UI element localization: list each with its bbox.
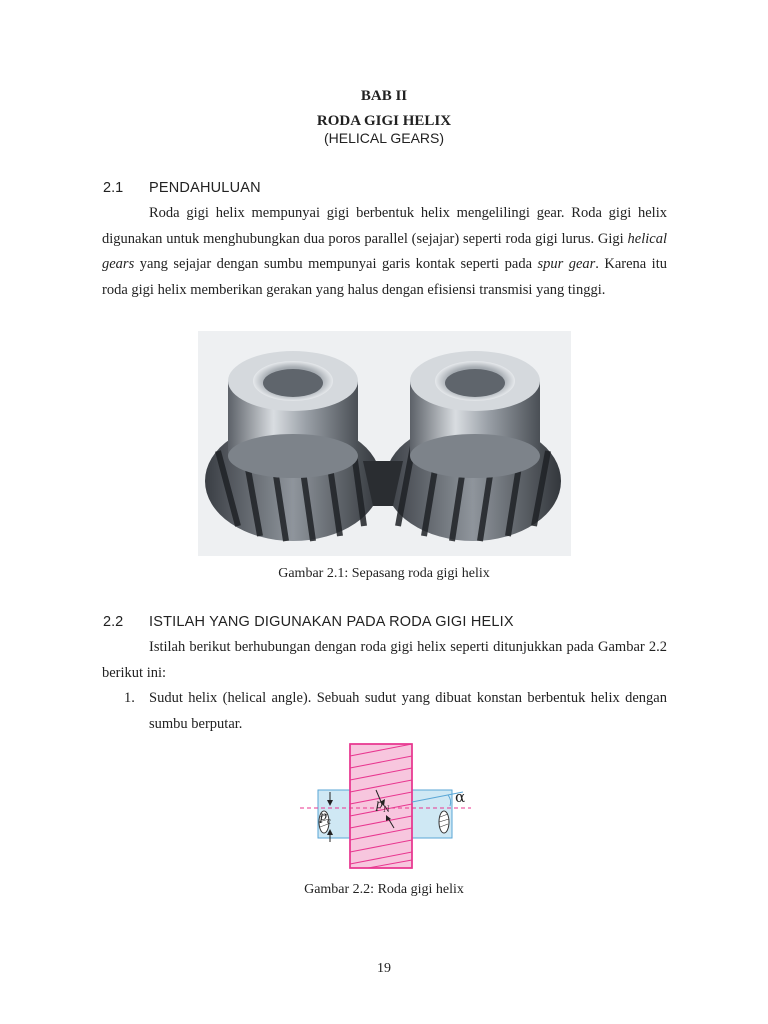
figure-1-caption: Gambar 2.1: Sepasang roda gigi helix [278,566,490,581]
chapter-title: RODA GIGI HELIX [316,113,452,129]
para-text-3: . Karena itu roda gigi helix memberikan gerakan yang halus dengan efisiensi transmisi yang tinggi. [102,256,667,298]
label-pn [376,798,390,816]
label-pc [320,810,331,828]
paragraph-intro [102,201,667,303]
section-title: PENDAHULUAN [149,180,261,196]
section-number: 2.1 [103,180,124,196]
section-number: 2.2 [103,614,124,630]
section-title: ISTILAH YANG DIGUNAKAN PADA RODA GIGI HELIX [149,614,514,630]
helical-gears-illustration [198,331,571,556]
para-italic-helical: helical gears [102,230,667,272]
chapter-subtitle: (HELICAL GEARS) [323,130,445,146]
label-pn-text: p [376,797,383,812]
para-text-1: Roda gigi helix mempunyai gigi berbentuk helix mengelilingi gear. Roda gigi helix digunakan untuk menghubungkan dua poros parallel (sejajar) seperti roda gigi lurus. Gigi [102,205,667,247]
list-item-text: Sudut helix (helical angle). Sebuah sudut yang dibuat konstan berbentuk helix dengan sumbu berputar. [149,690,667,732]
list-item-number: 1. [124,690,135,706]
page-number: 19 [377,961,391,976]
paragraph-terms [102,635,667,686]
label-pn-sub: N [383,803,390,814]
para-terms-text: Istilah berikut berhubungan dengan roda gigi helix seperti ditunjukkan pada Gambar 2.2 berikut ini: [102,639,667,681]
helical-gears-photo [198,331,571,556]
para-text-2: yang sejajar dengan sumbu mempunyai garis kontak seperti pada [134,256,538,272]
label-pc-sub: c [327,815,331,826]
label-pc-text: p [320,809,327,824]
figure-2-caption: Gambar 2.2: Roda gigi helix [304,882,464,897]
label-alpha: α [455,788,466,806]
chapter-label: BAB II [360,88,408,104]
para-italic-spur: spur gear [537,256,596,272]
helix-gear-diagram [298,742,473,870]
